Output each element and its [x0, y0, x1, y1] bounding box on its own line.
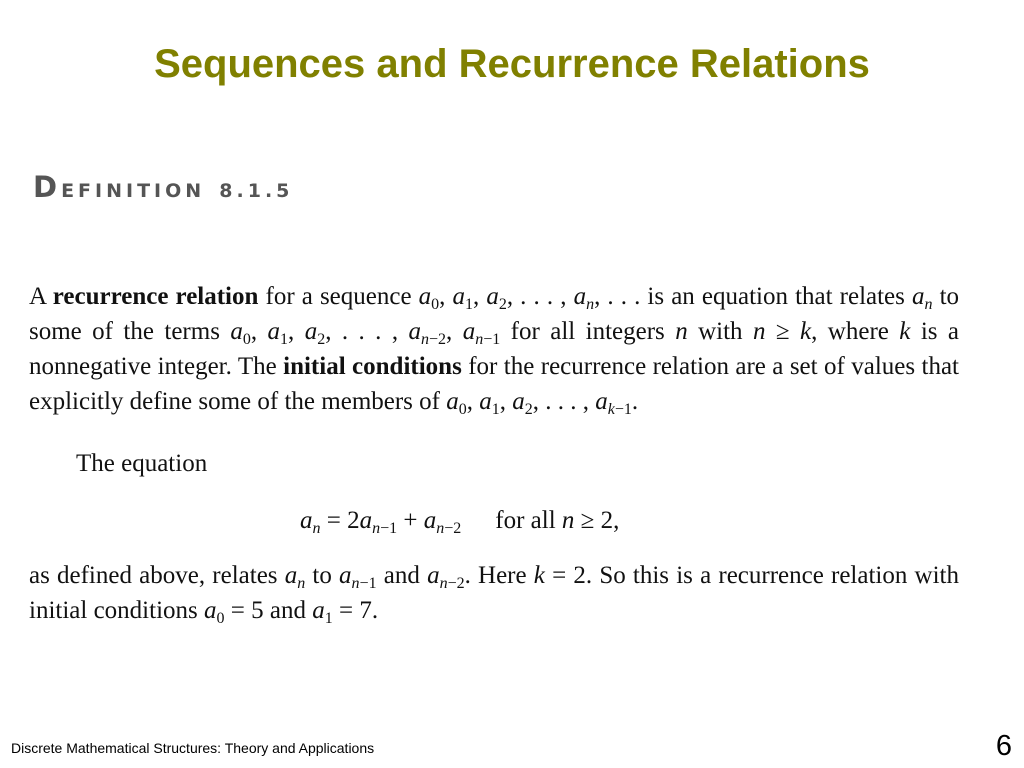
math-initial-terms: $a_0$, $a_1$, $a_2$, . . . , $a_{k-1}$. [446, 388, 639, 418]
math-a1-equals-7: $a_1 = 7$. [312, 597, 379, 627]
math-an: $a_n$ [911, 283, 933, 313]
math-k: k [899, 318, 911, 345]
text-segment: to some of the terms [29, 283, 960, 345]
math-n: n [675, 318, 688, 345]
text-segment: . Here [464, 562, 534, 589]
text-segment: for all integers [500, 318, 676, 345]
math-n-geq-2: n ≥ 2, [561, 507, 620, 534]
equation-intro: The equation [76, 450, 208, 477]
term-recurrence-relation: recurrence relation [52, 283, 259, 310]
text-segment: . So this is a recurrence relation with initial conditions [29, 562, 960, 624]
math-terms: $a_0$, $a_1$, $a_2$, . . . , $a_{n-2}$, $a_{n-1}$ [230, 318, 501, 348]
text-segment: as defined above, relates [29, 562, 285, 589]
page-number: 6 [995, 730, 1012, 762]
equation-condition: for all [495, 507, 556, 534]
definition-number: 8.1.5 [219, 180, 294, 202]
math-k-equals-2: k = 2 [533, 562, 586, 589]
math-an: $a_n$ [284, 562, 306, 592]
math-a0-equals-5: $a_0 = 5$ [204, 597, 264, 627]
math-an-minus-1: $a_{n-1}$ [339, 562, 377, 592]
footer-course-title: Discrete Mathematical Structures: Theory and Applications [11, 740, 375, 756]
math-sequence: $a_0$, $a_1$, $a_2$, . . . , $a_n$, . . . [418, 283, 641, 313]
math-n-geq-k: n ≥ k [752, 318, 812, 345]
math-an-minus-2: $a_{n-2}$ [427, 562, 465, 592]
text-segment: to [305, 562, 340, 589]
definition-paragraph [29, 279, 959, 419]
math-recurrence: $a_n = 2a_{n-1} + a_{n-2}$ [300, 507, 462, 537]
display-equation [300, 503, 800, 538]
definition-first-letter: D [33, 170, 62, 204]
text-segment: for the recurrence relation are a set of values that explicitly define some of the members of [29, 353, 959, 415]
text-segment: is a nonnegative integer. The [29, 318, 960, 380]
term-initial-conditions: initial conditions [283, 353, 462, 380]
text-segment: and [263, 597, 313, 624]
text-segment: for a sequence [258, 283, 419, 310]
text-segment: is an equation that relates [640, 283, 912, 310]
slide-title: Sequences and Recurrence Relations [154, 42, 870, 86]
text-segment: , where [811, 318, 900, 345]
explanation-paragraph [29, 558, 959, 628]
text-segment: and [376, 562, 428, 589]
text-segment: A [29, 283, 53, 310]
definition-heading [33, 170, 293, 204]
definition-word: EFINITION [61, 180, 206, 202]
text-segment: with [687, 318, 753, 345]
